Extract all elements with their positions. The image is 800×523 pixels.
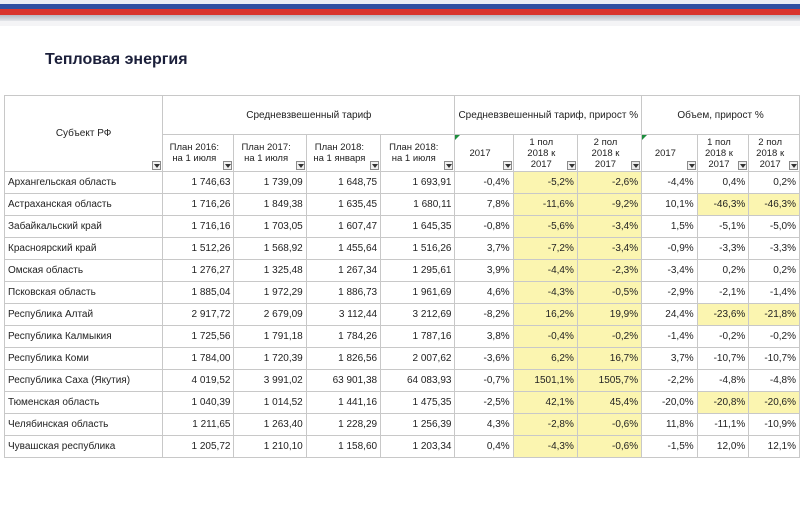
tariff-value: 1 455,64 (306, 238, 380, 260)
tariff-growth-value: 16,7% (577, 348, 641, 370)
tariff-value: 63 901,38 (306, 370, 380, 392)
tariff-growth-value: -3,4% (577, 216, 641, 238)
region-name: Челябинская область (5, 414, 163, 436)
column-header: План 2016: на 1 июля (163, 135, 234, 172)
tariff-value: 1 325,48 (234, 260, 306, 282)
column-header: 1 пол 2018 к 2017 (513, 135, 577, 172)
tariff-value: 1 645,35 (381, 216, 455, 238)
volume-growth-value: -20,0% (642, 392, 698, 414)
tariff-value: 1 607,47 (306, 216, 380, 238)
region-name: Красноярский край (5, 238, 163, 260)
tariff-growth-value: -4,4% (513, 260, 577, 282)
volume-growth-value: 24,4% (642, 304, 698, 326)
tariff-growth-value: 7,8% (455, 194, 513, 216)
column-filter-dropdown[interactable] (370, 161, 379, 170)
column-filter-dropdown[interactable] (444, 161, 453, 170)
tariff-growth-value: -3,6% (455, 348, 513, 370)
tariff-value: 1 512,26 (163, 238, 234, 260)
column-filter-dropdown[interactable] (631, 161, 640, 170)
tariff-value: 1 276,27 (163, 260, 234, 282)
column-filter-dropdown[interactable] (687, 161, 696, 170)
table-row (5, 304, 800, 326)
header-stripe (0, 0, 800, 26)
tariff-growth-value: -11,6% (513, 194, 577, 216)
column-filter-dropdown[interactable] (296, 161, 305, 170)
subject-filter-dropdown[interactable] (152, 161, 161, 170)
volume-growth-value: -2,1% (697, 282, 749, 304)
column-filter-dropdown[interactable] (223, 161, 232, 170)
column-header: План 2017: на 1 июля (234, 135, 306, 172)
comment-marker-icon (642, 135, 647, 140)
column-header: 1 пол 2018 к 2017 (697, 135, 749, 172)
tariff-growth-value: -3,4% (577, 238, 641, 260)
tariff-value: 1 205,72 (163, 436, 234, 458)
tariff-growth-value: -9,2% (577, 194, 641, 216)
column-filter-dropdown[interactable] (567, 161, 576, 170)
tariff-value: 1 849,38 (234, 194, 306, 216)
tariff-value: 1 716,26 (163, 194, 234, 216)
volume-growth-value: 12,0% (697, 436, 749, 458)
tariff-growth-value: 45,4% (577, 392, 641, 414)
tariff-value: 1 693,91 (381, 172, 455, 194)
page-title: Тепловая энергия (45, 51, 188, 68)
tariff-value: 1 568,92 (234, 238, 306, 260)
tariff-value: 1 680,11 (381, 194, 455, 216)
volume-growth-value: -21,8% (749, 304, 800, 326)
tariff-growth-value: 1505,7% (577, 370, 641, 392)
volume-growth-value: -46,3% (749, 194, 800, 216)
volume-growth-value: -11,1% (697, 414, 749, 436)
table-row (5, 282, 800, 304)
comment-marker-icon (455, 135, 460, 140)
tariff-value: 64 083,93 (381, 370, 455, 392)
volume-growth-value: -5,0% (749, 216, 800, 238)
tariff-value: 1 040,39 (163, 392, 234, 414)
region-name: Архангельская область (5, 172, 163, 194)
region-name: Республика Калмыкия (5, 326, 163, 348)
tariff-value: 3 991,02 (234, 370, 306, 392)
column-filter-dropdown[interactable] (738, 161, 747, 170)
column-filter-dropdown[interactable] (503, 161, 512, 170)
tariff-value: 3 212,69 (381, 304, 455, 326)
tariff-value: 1 635,45 (306, 194, 380, 216)
tariff-growth-value: -2,6% (577, 172, 641, 194)
region-name: Республика Саха (Якутия) (5, 370, 163, 392)
table-row (5, 370, 800, 392)
tariff-growth-value: -2,3% (577, 260, 641, 282)
volume-growth-group-header: Объем, прирост % (642, 96, 800, 135)
tariff-growth-value: -4,3% (513, 436, 577, 458)
table-row (5, 216, 800, 238)
volume-growth-value: -5,1% (697, 216, 749, 238)
region-name: Омская область (5, 260, 163, 282)
tariff-growth-value: 3,8% (455, 326, 513, 348)
tariff-growth-value: -5,6% (513, 216, 577, 238)
table-row (5, 172, 800, 194)
tariff-table (4, 95, 800, 458)
tariff-growth-value: 0,4% (455, 436, 513, 458)
tariff-growth-value: -7,2% (513, 238, 577, 260)
tariff-value: 1 441,16 (306, 392, 380, 414)
volume-growth-value: -3,3% (697, 238, 749, 260)
volume-growth-value: -3,4% (642, 260, 698, 282)
volume-growth-value: -1,4% (642, 326, 698, 348)
tariff-value: 1 263,40 (234, 414, 306, 436)
tariff-value: 1 716,16 (163, 216, 234, 238)
table-row (5, 260, 800, 282)
table-row (5, 436, 800, 458)
tariff-value: 1 516,26 (381, 238, 455, 260)
volume-growth-value: -46,3% (697, 194, 749, 216)
volume-growth-value: -4,4% (642, 172, 698, 194)
volume-growth-value: -1,4% (749, 282, 800, 304)
table-row (5, 392, 800, 414)
tariff-value: 1 014,52 (234, 392, 306, 414)
volume-growth-value: -0,9% (642, 238, 698, 260)
table-row (5, 414, 800, 436)
tariff-value: 1 158,60 (306, 436, 380, 458)
volume-growth-value: -4,8% (697, 370, 749, 392)
tariff-value: 1 885,04 (163, 282, 234, 304)
tariff-value: 4 019,52 (163, 370, 234, 392)
tariff-growth-value: -5,2% (513, 172, 577, 194)
tariff-growth-value: -4,3% (513, 282, 577, 304)
tariff-value: 2 007,62 (381, 348, 455, 370)
tariff-growth-value: -0,6% (577, 414, 641, 436)
tariff-value: 1 972,29 (234, 282, 306, 304)
column-header: 2 пол 2018 к 2017 (749, 135, 800, 172)
tariff-growth-value: -0,5% (577, 282, 641, 304)
column-header: 2017 (642, 135, 698, 172)
column-header: 2017 (455, 135, 513, 172)
region-name: Астраханская область (5, 194, 163, 216)
volume-growth-value: -20,6% (749, 392, 800, 414)
table-row (5, 326, 800, 348)
tariff-value: 1 886,73 (306, 282, 380, 304)
region-name: Тюменская область (5, 392, 163, 414)
tariff-growth-value: 19,9% (577, 304, 641, 326)
table-row (5, 238, 800, 260)
tariff-value: 1 203,34 (381, 436, 455, 458)
volume-growth-value: 0,2% (697, 260, 749, 282)
tariff-growth-value: 6,2% (513, 348, 577, 370)
tariff-growth-group-header: Средневзвешенный тариф, прирост % (455, 96, 642, 135)
tariff-value: 1 826,56 (306, 348, 380, 370)
volume-growth-value: -10,7% (749, 348, 800, 370)
tariff-value: 1 720,39 (234, 348, 306, 370)
column-header: План 2018: на 1 июля (381, 135, 455, 172)
volume-growth-value: -3,3% (749, 238, 800, 260)
tariff-value: 1 211,65 (163, 414, 234, 436)
tariff-growth-value: -0,4% (455, 172, 513, 194)
tariff-growth-value: 4,3% (455, 414, 513, 436)
tariff-value: 1 210,10 (234, 436, 306, 458)
tariff-value: 1 703,05 (234, 216, 306, 238)
tariff-growth-value: -0,6% (577, 436, 641, 458)
tariff-group-header: Средневзвешенный тариф (163, 96, 455, 135)
volume-growth-value: 10,1% (642, 194, 698, 216)
tariff-value: 1 648,75 (306, 172, 380, 194)
tariff-value: 1 787,16 (381, 326, 455, 348)
subject-header: Субъект РФ (5, 96, 163, 172)
volume-growth-value: 0,2% (749, 260, 800, 282)
volume-growth-value: 0,2% (749, 172, 800, 194)
volume-growth-value: -0,2% (749, 326, 800, 348)
tariff-value: 1 256,39 (381, 414, 455, 436)
tariff-value: 1 739,09 (234, 172, 306, 194)
volume-growth-value: 11,8% (642, 414, 698, 436)
tariff-growth-value: 3,7% (455, 238, 513, 260)
volume-growth-value: -0,2% (697, 326, 749, 348)
tariff-growth-value: -0,8% (455, 216, 513, 238)
tariff-growth-value: -2,8% (513, 414, 577, 436)
tariff-growth-value: 42,1% (513, 392, 577, 414)
column-filter-dropdown[interactable] (789, 161, 798, 170)
tariff-growth-value: -8,2% (455, 304, 513, 326)
tariff-value: 1 725,56 (163, 326, 234, 348)
region-name: Республика Алтай (5, 304, 163, 326)
tariff-value: 1 267,34 (306, 260, 380, 282)
table-row (5, 194, 800, 216)
column-header: 2 пол 2018 к 2017 (577, 135, 641, 172)
volume-growth-value: 12,1% (749, 436, 800, 458)
tariff-value: 1 746,63 (163, 172, 234, 194)
tariff-growth-value: -0,2% (577, 326, 641, 348)
tariff-value: 1 475,35 (381, 392, 455, 414)
volume-growth-value: -10,7% (697, 348, 749, 370)
volume-growth-value: -1,5% (642, 436, 698, 458)
volume-growth-value: 3,7% (642, 348, 698, 370)
table-row (5, 348, 800, 370)
tariff-growth-value: 1501,1% (513, 370, 577, 392)
region-name: Псковская область (5, 282, 163, 304)
tariff-value: 1 784,26 (306, 326, 380, 348)
tariff-growth-value: 4,6% (455, 282, 513, 304)
tariff-value: 1 961,69 (381, 282, 455, 304)
tariff-value: 3 112,44 (306, 304, 380, 326)
tariff-value: 2 917,72 (163, 304, 234, 326)
tariff-value: 1 228,29 (306, 414, 380, 436)
tariff-value: 1 791,18 (234, 326, 306, 348)
tariff-growth-value: 3,9% (455, 260, 513, 282)
volume-growth-value: -2,9% (642, 282, 698, 304)
volume-growth-value: 0,4% (697, 172, 749, 194)
volume-growth-value: -2,2% (642, 370, 698, 392)
volume-growth-value: -10,9% (749, 414, 800, 436)
region-name: Забайкальский край (5, 216, 163, 238)
volume-growth-value: 1,5% (642, 216, 698, 238)
volume-growth-value: -20,8% (697, 392, 749, 414)
tariff-value: 2 679,09 (234, 304, 306, 326)
region-name: Чувашская республика (5, 436, 163, 458)
volume-growth-value: -4,8% (749, 370, 800, 392)
tariff-growth-value: -2,5% (455, 392, 513, 414)
region-name: Республика Коми (5, 348, 163, 370)
volume-growth-value: -23,6% (697, 304, 749, 326)
tariff-value: 1 295,61 (381, 260, 455, 282)
tariff-value: 1 784,00 (163, 348, 234, 370)
tariff-growth-value: -0,4% (513, 326, 577, 348)
tariff-growth-value: -0,7% (455, 370, 513, 392)
tariff-growth-value: 16,2% (513, 304, 577, 326)
column-header: План 2018: на 1 января (306, 135, 380, 172)
